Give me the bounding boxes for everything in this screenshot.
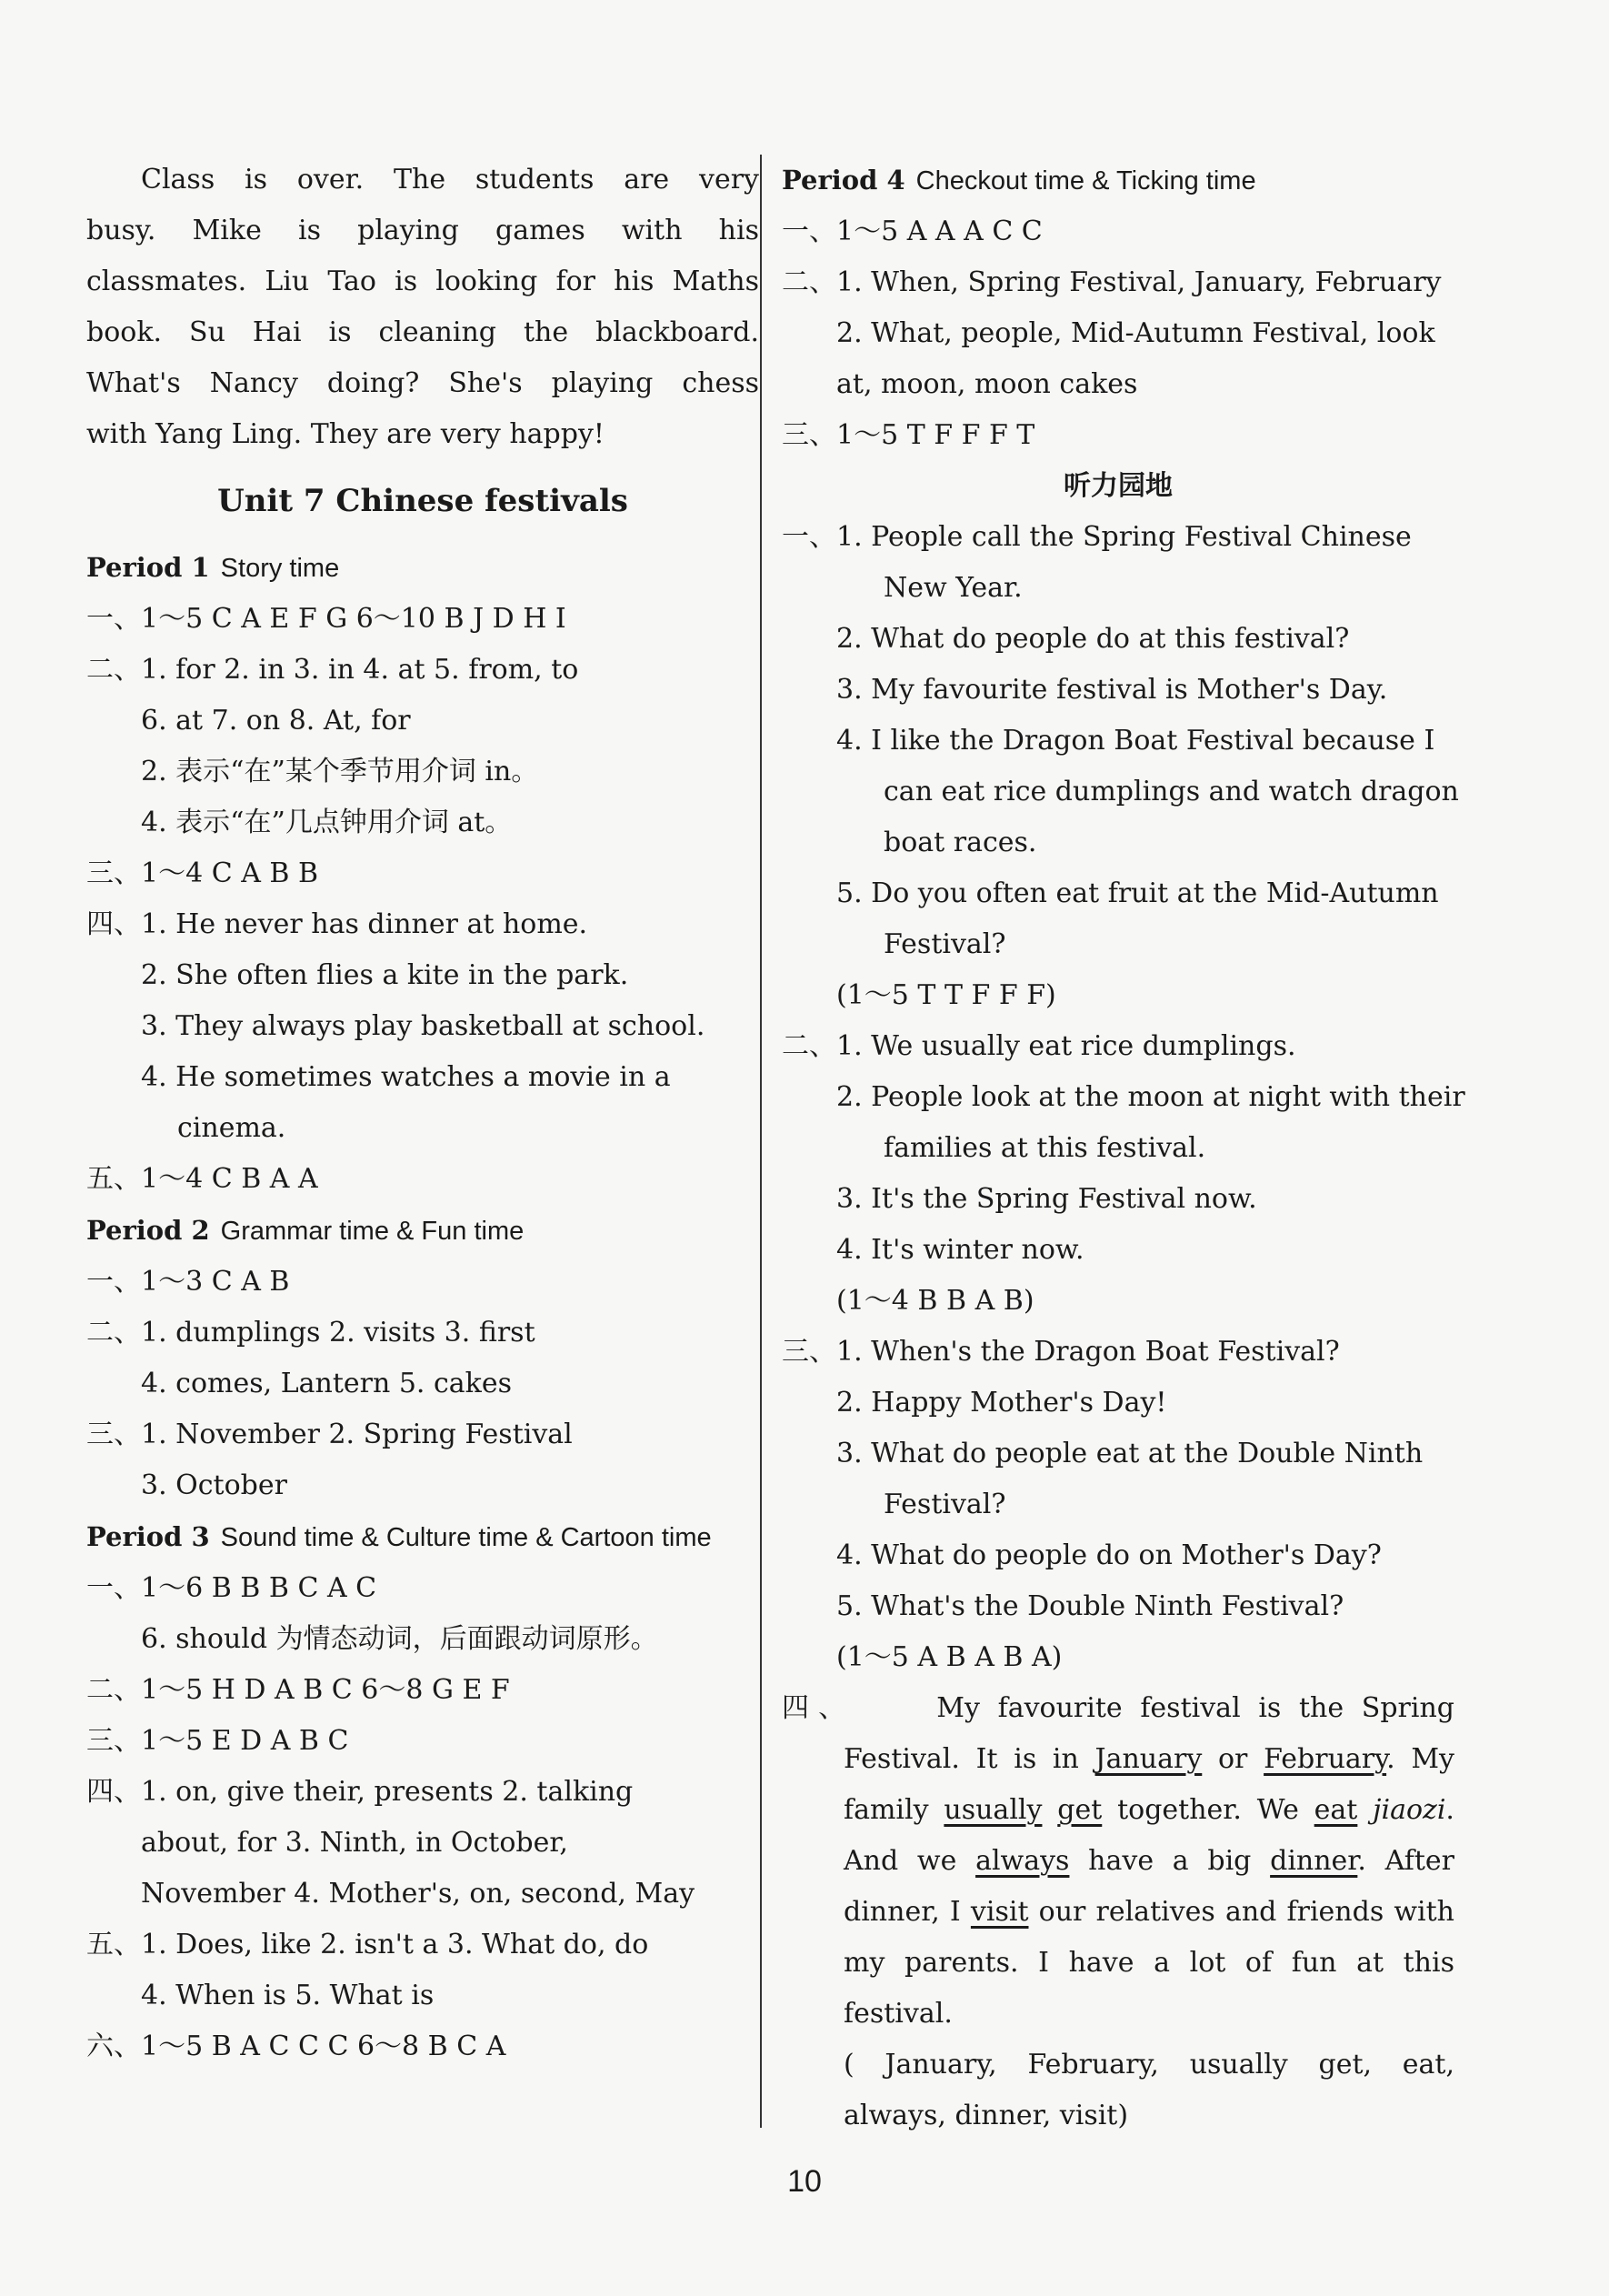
story-line: book. Su Hai is cleaning the blackboard. — [86, 316, 759, 348]
answer-line: 6. at 7. on 8. At, for — [141, 705, 411, 737]
essay-line: family usually get together. We eat jiaozi. — [844, 1794, 1454, 1826]
answer-line: 三、1. November 2. Spring Festival — [86, 1419, 573, 1450]
answer-line: 二、1. for 2. in 3. in 4. at 5. from, to — [86, 654, 579, 686]
essay-line: my parents. I have a lot of fun at this — [844, 1947, 1454, 1979]
answer-line: 一、1～6 B B B C A C — [86, 1572, 377, 1604]
answer-line: 4. I like the Dragon Boat Festival because I — [836, 725, 1435, 757]
story-line: busy. Mike is playing games with his — [86, 215, 759, 246]
answer-line: 2. What do people do at this festival? — [836, 623, 1350, 655]
answer-key: (1～5 A B A B A) — [836, 1641, 1063, 1673]
page-number: 10 — [787, 2164, 822, 2199]
essay-key: ( January, February, usually get, eat, — [844, 2049, 1454, 2080]
answer-line: 3. It's the Spring Festival now. — [836, 1183, 1257, 1215]
answer-line: 5. What's the Double Ninth Festival? — [836, 1590, 1344, 1622]
answer-line: 二、1～5 H D A B C 6～8 G E F — [86, 1674, 510, 1706]
answer-line: 三、1～5 E D A B C — [86, 1725, 349, 1757]
answer-key: (1～4 B B A B) — [836, 1285, 1034, 1317]
answer-line: 2. Happy Mother's Day! — [836, 1387, 1167, 1419]
answer-line: 3. What do people eat at the Double Ninth — [836, 1438, 1424, 1469]
answer-line: 4. He sometimes watches a movie in a — [141, 1061, 671, 1093]
answer-line: 三、1. When's the Dragon Boat Festival? — [782, 1336, 1340, 1368]
answer-line: Festival? — [884, 928, 1006, 960]
column-divider — [760, 155, 762, 2128]
answer-line: families at this festival. — [884, 1132, 1206, 1164]
answer-line: 2. What, people, Mid-Autumn Festival, look — [836, 317, 1435, 349]
answer-line: 2. She often flies a kite in the park. — [141, 959, 629, 991]
essay-line: 四、 My favourite festival is the Spring — [782, 1692, 1454, 1724]
answer-line: boat races. — [884, 827, 1037, 858]
answer-line: Festival? — [884, 1489, 1006, 1520]
answer-line: 四、1. on, give their, presents 2. talking — [86, 1776, 634, 1808]
story-line: Class is over. The students are very — [141, 164, 759, 196]
answer-line: at, moon, moon cakes — [836, 368, 1138, 400]
answer-line: 一、1～3 C A B — [86, 1266, 290, 1298]
story-line: classmates. Liu Tao is looking for his Maths — [86, 266, 759, 297]
answer-line: 4. When is 5. What is — [141, 1980, 435, 2011]
essay-line: dinner, I visit our relatives and friends with — [844, 1896, 1454, 1928]
left-column — [86, 155, 759, 2072]
answer-line: 3. They always play basketball at school. — [141, 1010, 705, 1042]
answer-line: 六、1～5 B A C C C 6～8 B C A — [86, 2030, 506, 2062]
answer-line: 2. People look at the moon at night with their — [836, 1081, 1465, 1113]
answer-line: 4. What do people do on Mother's Day? — [836, 1539, 1382, 1571]
answer-line: can eat rice dumplings and watch dragon — [884, 776, 1459, 807]
answer-line: 二、1. dumplings 2. visits 3. first — [86, 1317, 535, 1349]
answer-line: 五、1～4 C B A A — [86, 1163, 318, 1195]
unit-title: Unit 7 Chinese festivals — [217, 483, 628, 519]
story-line: What's Nancy doing? She's playing chess — [86, 367, 759, 399]
answer-line: 五、1. Does, like 2. isn't a 3. What do, do — [86, 1929, 649, 1960]
answer-note: 2. 表示“在”某个季节用介词 in。 — [141, 756, 539, 787]
answer-line: 3. My favourite festival is Mother's Day. — [836, 674, 1388, 706]
answer-key: (1～5 T T F F F) — [836, 979, 1056, 1011]
answer-line: 一、1～5 C A E F G 6～10 B J D H I — [86, 603, 566, 635]
answer-line: 4. comes, Lantern 5. cakes — [141, 1368, 513, 1399]
essay — [782, 1683, 1454, 2141]
period-heading: Period 4 Checkout time & Ticking time — [782, 165, 1256, 196]
answer-note: 6. should 为情态动词，后面跟动词原形。 — [141, 1623, 658, 1655]
answer-line: 二、1. When, Spring Festival, January, February — [782, 266, 1442, 298]
right-column — [782, 155, 1465, 2141]
period-heading: Period 1 Story time — [86, 552, 340, 583]
answer-note: 4. 表示“在”几点钟用介词 at。 — [141, 807, 513, 838]
period-heading: Period 2 Grammar time & Fun time — [86, 1215, 525, 1246]
answer-line: 4. It's winter now. — [836, 1234, 1084, 1266]
answer-line: 3. October — [141, 1469, 287, 1501]
listening-title: 听力园地 — [1064, 470, 1173, 502]
period-heading: Period 3 Sound time & Culture time & Cartoon time — [86, 1521, 712, 1552]
answer-line: 一、1. People call the Spring Festival Chinese — [782, 521, 1412, 553]
answer-line: about, for 3. Ninth, in October, — [141, 1827, 568, 1859]
answer-line: 四、1. He never has dinner at home. — [86, 908, 588, 940]
answer-line: New Year. — [884, 572, 1023, 604]
essay-line: Festival. It is in January or February. My — [844, 1743, 1454, 1775]
essay-key: always, dinner, visit) — [844, 2100, 1129, 2131]
essay-line: festival. — [844, 1998, 953, 2030]
answer-line: cinema. — [177, 1112, 286, 1144]
answer-line: 三、1～4 C A B B — [86, 857, 319, 889]
story-line: with Yang Ling. They are very happy! — [86, 418, 605, 450]
answer-line: November 4. Mother's, on, second, May — [141, 1878, 695, 1910]
essay-line: And we always have a big dinner. After — [844, 1845, 1454, 1877]
answer-line: 5. Do you often eat fruit at the Mid-Autumn — [836, 877, 1439, 909]
answer-line: 三、1～5 T F F F T — [782, 419, 1035, 451]
answer-line: 二、1. We usually eat rice dumplings. — [782, 1030, 1296, 1062]
answer-line: 一、1～5 A A A C C — [782, 216, 1043, 247]
